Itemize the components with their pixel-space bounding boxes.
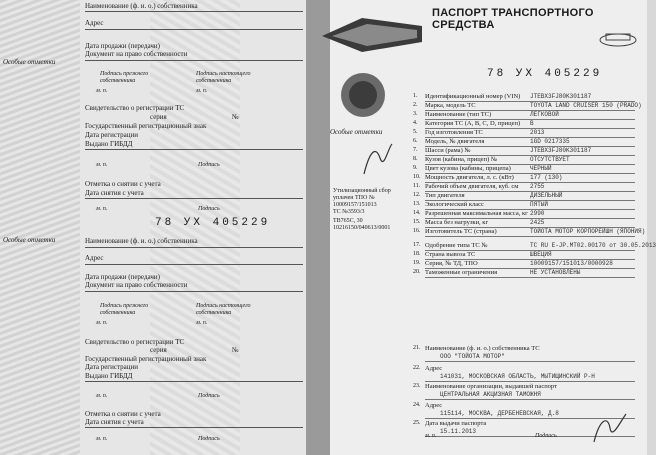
field-number: 6. [413,138,418,144]
field-number: 5. [413,129,418,135]
state-plate-label: Государственный регистрационный знак [85,355,207,363]
field-line [85,60,303,61]
prev-owner-signature: Подпись прежнего собственника [100,303,149,316]
stamp-place: м. п. [196,88,208,94]
field-value: 2990 [530,210,545,217]
issued-by-label: Выдано ГИБДД [85,372,133,380]
special-marks-label: Особые отметки [330,128,383,136]
deregistration-label: Отметка о снятии с учета [85,180,161,188]
field-number: 12. [413,192,421,198]
stamp-place: м. п. [96,320,108,326]
field-value: JTEBX3FJ80K301187 [530,93,592,100]
field-label: Серия, № ТД, ТПО [425,260,478,267]
reg-cert-label: Свидетельство о регистрации ТС [85,104,185,112]
field-number: 18. [413,251,421,257]
signature-label: Подпись [198,393,220,399]
deregistration-date-label: Дата снятия с учета [85,418,144,426]
field-label: Модель, № двигателя [425,138,485,145]
stamp-place: м. п. [96,206,108,212]
field-number: 22. [413,365,421,371]
state-plate-label: Государственный регистрационный знак [85,122,207,130]
field-line [85,427,303,428]
field-number: 21. [413,345,421,351]
field-label: Таможенные ограничения [425,269,498,276]
sale-date-label: Дата продажи (передачи) [85,42,160,50]
field-label: Изготовитель ТС (страна) [425,228,497,235]
field-value: 141031, МОСКОВСКАЯ ОБЛАСТЬ, МЫТИЩИНСКИЙ Р-Н [440,373,595,380]
field-value: 10009157/151013/0000928 [530,260,613,267]
field-label: Категория ТС (A, B, C, D, прицеп) [425,120,521,127]
field-number: 4. [413,120,418,126]
field-number: 8. [413,156,418,162]
field-value: ТС RU E-JP.МТ02.00170 от 30.05.2013 [530,242,656,249]
field-number: 9. [413,165,418,171]
guilloche-pattern [0,0,80,455]
signature-label: Подпись [198,162,220,168]
reg-date-label: Дата регистрации [85,131,139,139]
field-line [425,236,635,237]
document-title: ПАСПОРТ ТРАНСПОРТНОГО СРЕДСТВА [432,7,594,31]
signature-mark [590,412,630,446]
field-value: ТОЙОТА МОТОР КОРПОРЕЙШН (ЯПОНИЯ) [530,228,646,235]
field-value: 15.11.2013 [440,428,477,435]
field-number: 2. [413,102,418,108]
field-value: ЛЕГКОВОЙ [530,111,559,118]
issued-by-label: Выдано ГИБДД [85,140,133,148]
field-value: B [530,120,534,127]
recycling-fee-stamp: уплачен ТПО № [333,195,375,201]
field-number: 19. [413,260,421,266]
field-line [85,381,303,382]
field-line [425,399,635,400]
field-label: Экологический класс [425,201,484,208]
field-label: Разрешенная максимальная масса, кг [425,210,528,217]
ownership-doc-label: Документ на право собственности [85,50,188,58]
series-label: серия [150,113,167,121]
field-value: ДИЗЕЛЬНЫЙ [530,192,563,199]
field-value: 1GD 0217335 [530,138,570,145]
field-value: ОТСУТСТВУЕТ [530,156,570,163]
new-owner-signature: Подпись настоящего собственника [196,303,251,316]
owner-label: Наименование (ф. и. о.) собственника [85,237,198,245]
field-label: Цвет кузова (кабины, прицепа) [425,165,511,172]
emblem-graphic [322,16,422,54]
field-line [425,381,635,382]
field-label: Наименование организации, выдавшей паспорт [425,383,557,390]
field-value: ПЯТЫЙ [530,201,549,208]
stamp-place: м. п. [196,320,208,326]
field-number: 7. [413,147,418,153]
field-value: 2755 [530,183,545,190]
field-label: Одобрение типа ТС № [425,242,488,249]
field-label: Кузов (кабина, прицеп) № [425,156,498,163]
field-value: ООО "ТОЙОТА МОТОР" [440,353,505,360]
number-label: № [232,346,239,354]
address-label: Адрес [85,254,104,262]
field-line [85,29,303,30]
field-value: 177 (130) [530,174,563,181]
field-number: 17. [413,242,421,248]
field-label: Наименование (тип ТС) [425,111,492,118]
field-label: Марка, модель ТС [425,102,476,109]
field-label: Дата выдачи паспорта [425,420,487,427]
field-value: JTEBX3FJ80K301187 [530,147,592,154]
signature-label: Подпись [535,433,557,439]
signature-label: Подпись [198,206,220,212]
field-value: НЕ УСТАНОВЛЕНЫ [530,269,581,276]
field-number: 11. [413,183,421,189]
field-value: ШВЕЦИЯ [530,251,552,258]
field-number: 3. [413,111,418,117]
field-line [85,149,303,150]
field-label: Масса без нагрузки, кг [425,219,489,226]
field-label: Наименование (ф. и. о.) собственника ТС [425,345,540,352]
recycling-fee-stamp: Утилизационный сбор [333,188,391,194]
field-line [85,198,303,199]
stamp-place: м. п. [425,433,437,439]
field-label: Тип двигателя [425,192,465,199]
field-label: Адрес [425,402,443,409]
stamp-place: м. п. [96,436,108,442]
field-label: Год изготовления ТС [425,129,483,136]
special-marks-label: Особые отметки [3,58,56,66]
field-number: 23. [413,383,421,389]
field-label: Страна вывоза ТС [425,251,476,258]
field-value: 115114, МОСКВА, ДЕРБЕНЕВСКАЯ, Д.8 [440,410,559,417]
field-number: 24. [413,402,421,408]
field-label: Адрес [425,365,443,372]
field-label: Рабочий объем двигателя, куб. см [425,183,519,190]
field-number: 1. [413,93,418,99]
field-value: 2013 [530,129,545,136]
field-number: 10. [413,174,421,180]
recycling-fee-stamp: 10009157/151013 [333,202,377,208]
special-marks-label: Особые отметки [3,236,56,244]
field-number: 14. [413,210,421,216]
recycling-fee-stamp: 10216150/040613/0001 [333,225,391,231]
recycling-fee-stamp: ТС №3593/3 [333,209,365,215]
state-emblem-seal [338,70,388,120]
stamp-place: м. п. [96,88,108,94]
field-line [85,247,303,248]
reg-cert-label: Свидетельство о регистрации ТС [85,338,185,346]
sale-date-label: Дата продажи (передачи) [85,273,160,281]
page-fold [306,0,330,455]
field-number: 15. [413,219,421,225]
field-line [425,277,635,278]
signature-label: Подпись [198,436,220,442]
field-label: Идентификационный номер (VIN) [425,93,521,100]
field-value: ЦЕНТРАЛЬНАЯ АКЦИЗНАЯ ТАМОЖНЯ [440,391,541,398]
field-number: 25. [413,420,421,426]
field-number: 20. [413,269,421,275]
signature-mark [360,140,394,180]
field-line [425,361,635,362]
address-label: Адрес [85,19,104,27]
stamp-place: м. п. [96,393,108,399]
serial-number: 78 УХ 405229 [487,68,603,80]
field-label: Шасси (рама) № [425,147,471,154]
new-owner-signature: Подпись настоящего собственника [196,71,251,84]
number-label: № [232,113,239,121]
recycling-fee-stamp: ТВ765С, 30 [333,218,363,224]
field-number: 16. [413,228,421,234]
series-label: серия [150,346,167,354]
field-number: 13. [413,201,421,207]
prev-owner-signature: Подпись прежнего собственника [100,71,149,84]
deregistration-label: Отметка о снятии с учета [85,410,161,418]
field-value: ЧЕРНЫЙ [530,165,552,172]
field-label: Мощность двигателя, л. с. (кВт) [425,174,514,181]
deregistration-date-label: Дата снятия с учета [85,189,144,197]
reg-date-label: Дата регистрации [85,363,139,371]
ownership-doc-label: Документ на право собственности [85,281,188,289]
field-line [85,264,303,265]
stamp-place: м. п. [96,162,108,168]
field-value: TOYOTA LAND CRUISER 150 (PRADO) [530,102,642,109]
field-value: 2425 [530,219,545,226]
serial-number: 78 УХ 405229 [155,217,271,229]
owner-label: Наименование (ф. и. о.) собственника [85,2,198,10]
field-line [85,291,303,292]
car-icon [598,28,638,48]
field-line [85,11,303,12]
